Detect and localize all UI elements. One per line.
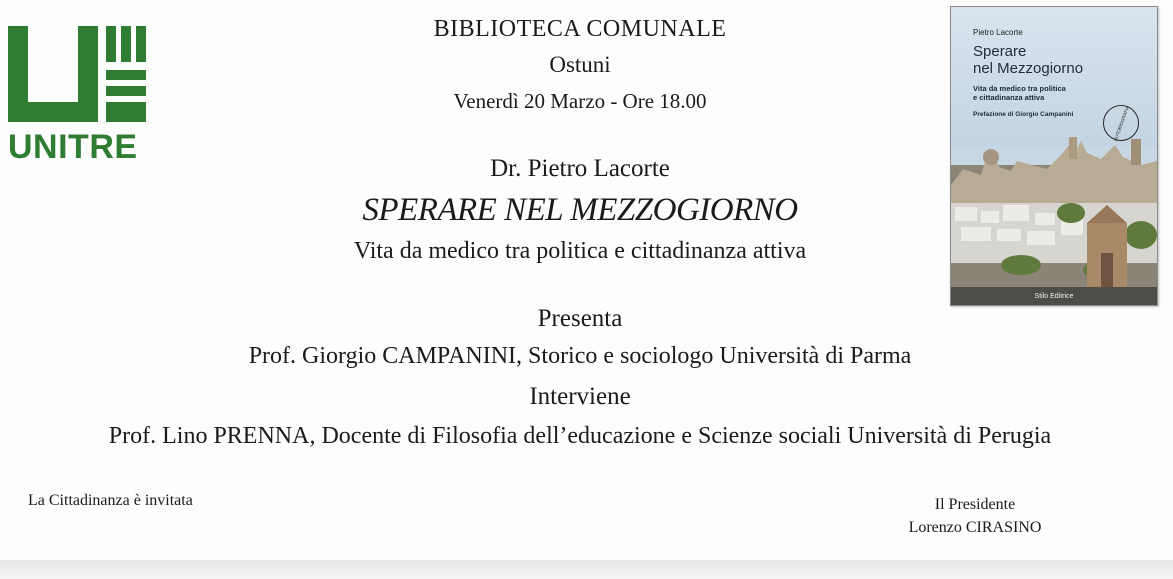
cover-title: [973, 43, 1083, 77]
cover-stamp: [1103, 105, 1139, 141]
city: Ostuni: [549, 52, 611, 77]
organizer: BIBLIOTECA COMUNALE: [433, 16, 727, 42]
cover-preface: Prefazione di Giorgio Campanini: [973, 111, 1074, 118]
unitre-logo-text: UNITRE: [8, 128, 138, 166]
book-cover-image: [950, 6, 1158, 306]
president-signature: [880, 493, 1070, 539]
president-name: Lorenzo CIRASINO: [908, 519, 1042, 536]
interviene-label: Interviene: [529, 383, 631, 410]
cover-subtitle-line2: e cittadinanza attiva: [973, 92, 1045, 102]
unitre-logo-mark: [8, 22, 150, 127]
cover-title-line2: nel Mezzogiorno: [973, 60, 1084, 77]
book-subtitle: Vita da medico tra politica e cittadinanza attiva: [353, 238, 807, 264]
cover-subtitle-line1: Vita da medico tra politica: [973, 84, 1066, 93]
book-title: SPERARE NEL MEZZOGIORNO: [362, 192, 798, 228]
president-title: Il Presidente: [934, 496, 1016, 513]
cover-author: Pietro Lacorte: [973, 28, 1023, 37]
cover-publisher: Stilo Editrice: [1034, 293, 1074, 300]
cover-stamp-text: AUTOBIOGRAFIA: [1112, 104, 1130, 142]
card-bottom-edge: [0, 560, 1173, 579]
cover-title-line1: Sperare: [973, 43, 1027, 60]
invitation-note: La Cittadinanza è invitata: [28, 492, 193, 509]
event-datetime: Venerdì 20 Marzo - Ore 18.00: [453, 89, 707, 113]
unitre-logo: [8, 22, 150, 166]
cover-subtitle: [973, 85, 1066, 102]
speaker: Prof. Lino PRENNA, Docente di Filosofia dell’educazione e Scienze sociali Università di Perugia: [108, 423, 1052, 449]
town-photo: [951, 125, 1157, 305]
presenter: Prof. Giorgio CAMPANINI, Storico e sociologo Università di Parma: [248, 343, 912, 369]
presenta-label: Presenta: [537, 305, 623, 332]
book-author: Dr. Pietro Lacorte: [490, 155, 670, 182]
